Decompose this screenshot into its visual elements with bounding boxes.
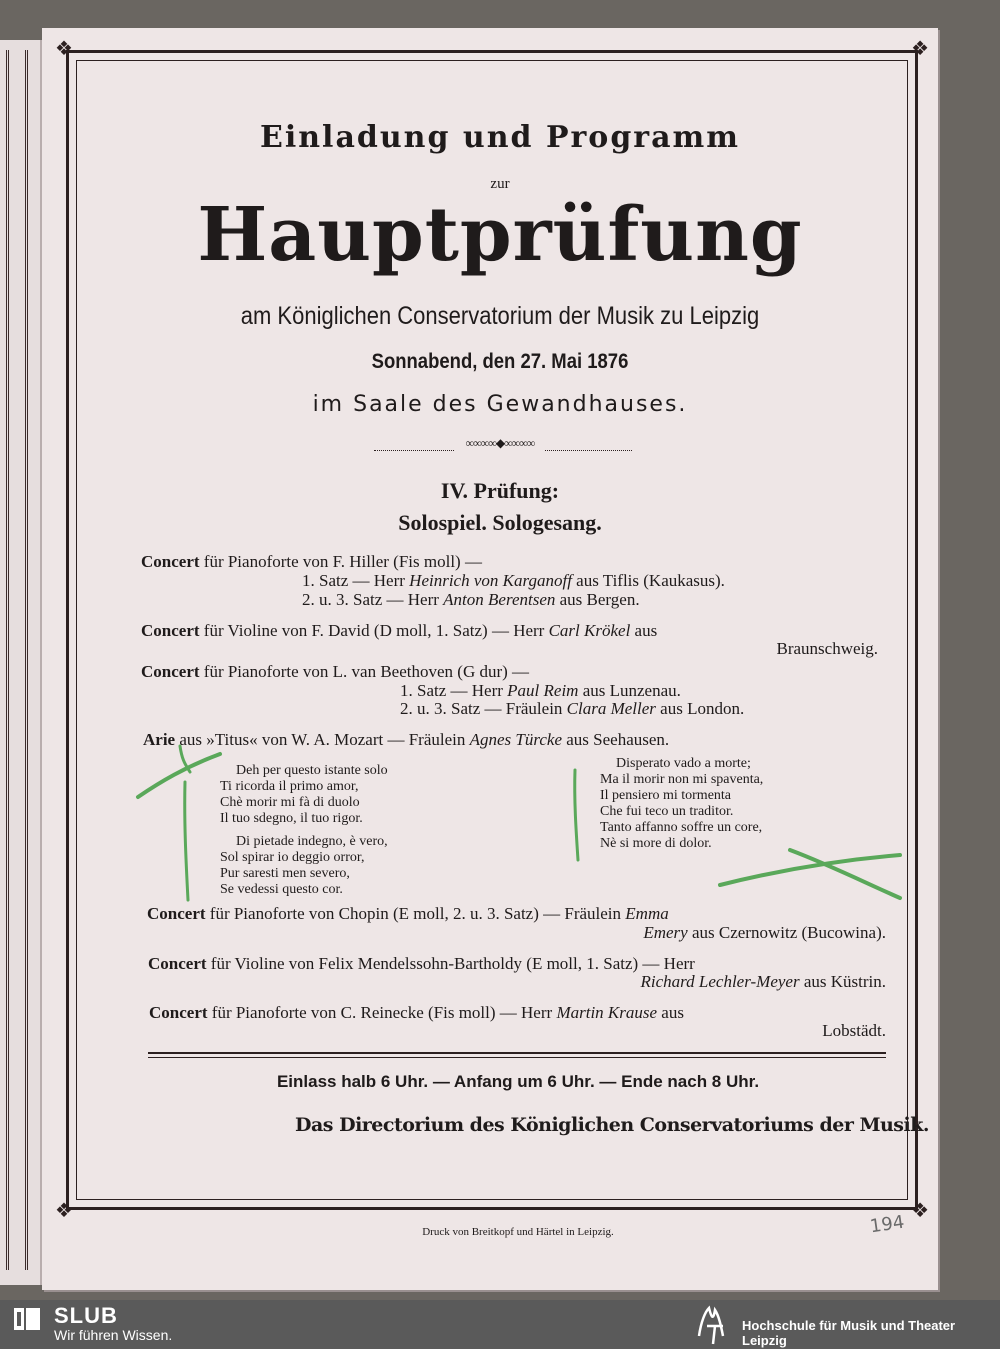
- heading-date: Sonnabend, den 27. Mai 1876: [371, 350, 629, 373]
- line-text: aus: [630, 621, 658, 640]
- double-rule: [148, 1057, 886, 1058]
- verse-line: Il pensiero mi tormenta: [600, 788, 732, 803]
- verse-line: Ti ricorda il primo amor,: [220, 779, 359, 794]
- printer-line: Druck von Breitkopf und Härtel in Leipzig.: [422, 1226, 614, 1238]
- performer-name: Emma: [625, 904, 669, 923]
- section-number: IV. Prüfung:: [440, 478, 560, 503]
- green-annotation-mark-right: [560, 760, 910, 910]
- frame-corner-ornament: ❖: [911, 38, 929, 60]
- performer-name: Paul Reim: [507, 681, 579, 700]
- frame-corner-ornament: ❖: [55, 1200, 73, 1222]
- line-text: 1. Satz — Herr: [400, 681, 508, 700]
- slub-name[interactable]: SLUB: [54, 1303, 118, 1328]
- verse-line: Il tuo sdegno, il tuo rigor.: [220, 811, 363, 826]
- item-heading: Concert: [147, 904, 206, 923]
- performer-name: Agnes Türcke: [469, 730, 562, 749]
- verse-line: Tanto affanno soffre un core,: [600, 820, 763, 835]
- line-text: aus Küstrin.: [799, 972, 886, 991]
- item-heading: Concert: [149, 1003, 208, 1022]
- line-text: 2. u. 3. Satz — Fräulein: [400, 699, 567, 718]
- line-text: 1. Satz — Herr: [302, 571, 410, 590]
- verse-line: Sol spirar io deggio orror,: [220, 850, 365, 865]
- item-heading: Concert: [148, 954, 207, 973]
- item-text: für Pianoforte von Chopin (E moll, 2. u. 3. Satz) — Fräulein: [205, 904, 626, 923]
- program-item-chopin: [147, 904, 669, 924]
- green-annotation-mark-left: [130, 742, 240, 912]
- directorium-signature: Das Directorium des Königlichen Conservatoriums der Musik.: [295, 1114, 929, 1136]
- program-line: Braunschweig.: [776, 639, 878, 658]
- program-item-david: [141, 621, 657, 641]
- heading-venue: im Saale des Gewandhauses.: [312, 392, 688, 417]
- item-heading: Concert: [141, 552, 200, 571]
- viewer-footer-bar: [0, 1300, 1000, 1349]
- line-text: aus Seehausen.: [562, 730, 670, 749]
- item-text: für Pianoforte von C. Reinecke (Fis moll) — Herr: [207, 1003, 557, 1022]
- heading-einladung: Einladung und Programm: [259, 120, 741, 155]
- item-text: aus »Titus« von W. A. Mozart — Fräulein: [175, 730, 470, 749]
- program-line: [400, 699, 744, 719]
- verse-line: Di pietade indegno, è vero,: [236, 834, 388, 849]
- performer-name: Heinrich von Karganoff: [409, 571, 572, 590]
- divider-ornament: ∞∞∞∞◆∞∞∞∞: [455, 436, 545, 451]
- performer-name: Martin Krause: [556, 1003, 658, 1022]
- program-line: [643, 923, 886, 943]
- program-item-mendelssohn: [148, 954, 695, 974]
- line-text: 2. u. 3. Satz — Herr: [302, 590, 444, 609]
- slub-logo-icon[interactable]: [14, 1306, 40, 1332]
- item-text: für Pianoforte von F. Hiller (Fis moll) —: [199, 552, 482, 571]
- performer-name: Anton Berentsen: [443, 590, 556, 609]
- verse-line: Chè morir mi fà di duolo: [220, 795, 360, 810]
- program-line: [302, 590, 640, 610]
- item-heading: Concert: [141, 621, 200, 640]
- aria-verse-left-2: [220, 834, 388, 898]
- line-text: aus Lunzenau.: [578, 681, 681, 700]
- item-heading: Arie: [143, 730, 176, 749]
- program-item-beethoven: [141, 662, 529, 682]
- heading-zur: zur: [490, 176, 510, 192]
- heading-hauptpruefung: Hauptprüfung: [197, 192, 803, 278]
- program-line: [302, 571, 725, 591]
- frame-corner-ornament: ❖: [911, 1200, 929, 1222]
- performer-name: Emery: [643, 923, 688, 942]
- heading-institution: am Königlichen Conservatorium der Musik zu Leipzig: [240, 302, 760, 330]
- line-text: aus London.: [655, 699, 745, 718]
- double-rule: [148, 1052, 886, 1054]
- program-item-reinecke: [149, 1003, 684, 1023]
- slub-tagline: Wir führen Wissen.: [54, 1327, 173, 1343]
- hmt-name[interactable]: Hochschule für Musik und Theater Leipzig: [742, 1318, 956, 1348]
- verse-line: Ma il morir non mi spaventa,: [600, 772, 764, 787]
- verse-line: Pur saresti men severo,: [220, 866, 350, 881]
- line-text: aus Czernowitz (Bucowina).: [687, 923, 886, 942]
- program-line: [641, 972, 886, 992]
- pencil-page-number: 194: [868, 1211, 906, 1238]
- frame-corner-ornament: ❖: [55, 38, 73, 60]
- performer-name: Carl Krökel: [548, 621, 631, 640]
- item-text: für Pianoforte von L. van Beethoven (G dur) —: [199, 662, 530, 681]
- performer-name: Richard Lechler-Meyer: [640, 972, 800, 991]
- admission-times: Einlass halb 6 Uhr. — Anfang um 6 Uhr. — Ende nach 8 Uhr.: [276, 1072, 760, 1091]
- verse-line: Nè si more di dolor.: [600, 836, 712, 851]
- verse-line: Che fui teco un traditor.: [600, 804, 734, 819]
- verse-line: Deh per questo istante solo: [236, 763, 388, 778]
- performer-name: Clara Meller: [566, 699, 656, 718]
- verse-line: Disperato vado a morte;: [616, 756, 751, 771]
- hmt-logo-icon[interactable]: [693, 1302, 733, 1346]
- program-item-hiller: [141, 552, 482, 572]
- program-line: [400, 681, 681, 701]
- verse-line: Se vedessi questo cor.: [220, 882, 343, 897]
- line-text: aus Bergen.: [555, 590, 640, 609]
- line-text: aus: [657, 1003, 684, 1022]
- item-heading: Concert: [141, 662, 200, 681]
- section-subtitle: Solospiel. Sologesang.: [398, 510, 602, 535]
- item-text: für Violine von Felix Mendelssohn-Bartholdy (E moll, 1. Satz) — Herr: [206, 954, 695, 973]
- aria-verse-left-1: [220, 763, 388, 827]
- program-line: Lobstädt.: [822, 1021, 886, 1040]
- line-text: aus Tiflis (Kaukasus).: [571, 571, 725, 590]
- item-text: für Violine von F. David (D moll, 1. Satz) — Herr: [199, 621, 549, 640]
